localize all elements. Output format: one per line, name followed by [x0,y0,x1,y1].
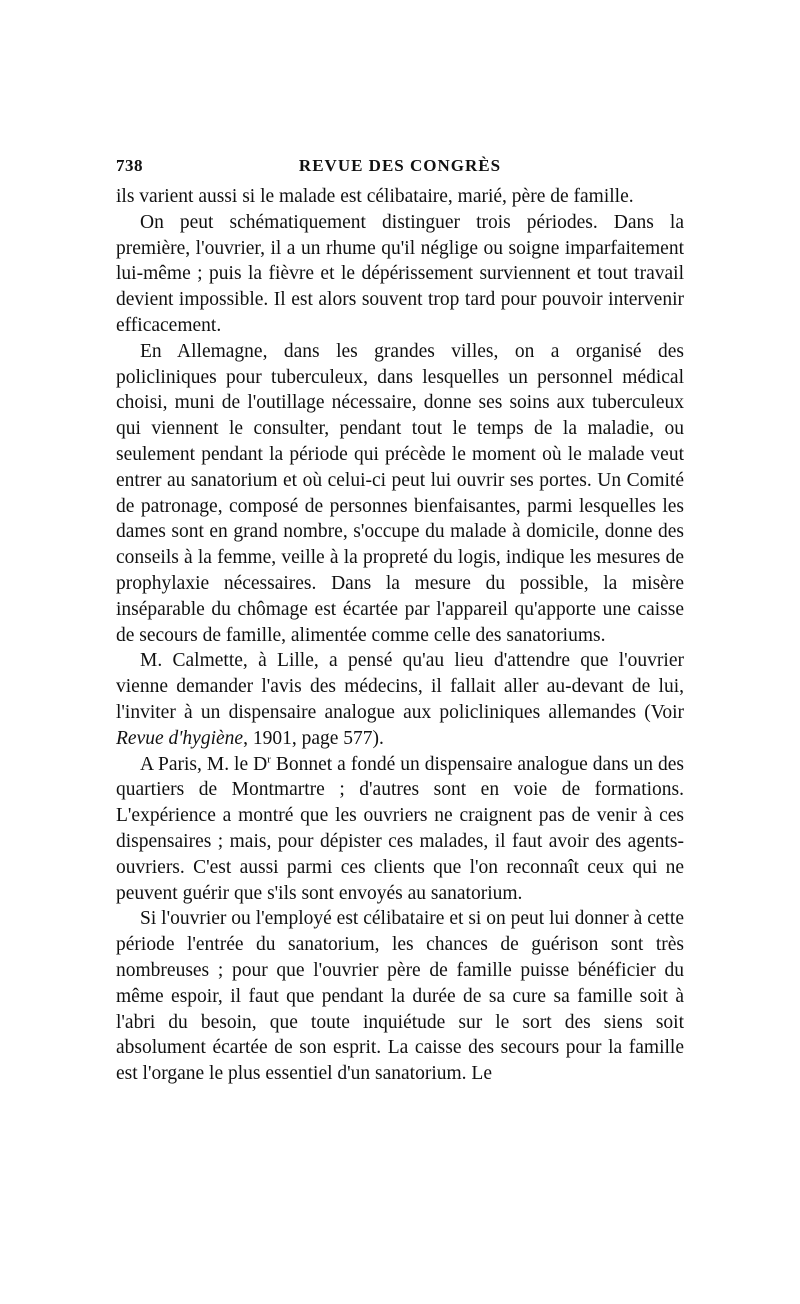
paragraph-2: On peut schématiquement distinguer trois périodes. Dans la première, l'ouvrier, il a un rhume qu'il néglige ou soigne imparfaitement lui-même ; puis la fièvre et le dépérissement surviennent et tout travail devient impossible. Il est alors souvent trop tard pour pouvoir intervenir efficacement. [116,211,684,336]
paragraph-5 [116,752,684,907]
body-text [116,184,684,1087]
paragraph-5-text-after: Bonnet a fondé un dispensaire analogue dans un des quartiers de Montmartre ; d'autres sont en voie de formations. L'expérience a montré que les ouvriers ne craignent pas de venir à ces dispensaires ; mais, pour dépister ces malades, il faut avoir des agents-ouvriers. C'est aussi parmi ces clients que l'on reconnaît ceux qui ne peuvent guérir que s'ils sont envoyés au sanatorium. [116,753,684,904]
running-title: REVUE DES CONGRÈS [298,156,502,175]
paragraph-4-text-after: , 1901, page 577). [243,727,384,749]
paragraph-4 [116,648,684,751]
paragraph-5-text-before: A Paris, M. le D [140,753,268,775]
page-number: 738 [116,156,143,175]
doctor-abbrev-superscript: r [267,753,271,766]
paragraph-4-text-before: M. Calmette, à Lille, a pensé qu'au lieu d'attendre que l'ouvrier vienne demander l'avis des médecins, il fallait aller au-devant de lui, l'inviter à un dispensaire analogue aux policliniques allemandes (Voir [116,650,684,723]
journal-title: Revue d'hygiène [116,727,244,749]
paragraph-3: En Allemagne, dans les grandes villes, on a organisé des policliniques pour tuberculeux, dans lesquelles un personnel médical choisi, muni de l'outillage nécessaire, donne ses soins aux tuberculeux qui viennent le consulter, pendant tout le temps de la maladie, ou seulement pendant la période qui précède le moment où le malade veut entrer au sanatorium et où celui-ci peut lui ouvrir ses portes. Un Comité de patronage, composé de personnes bienfaisantes, parmi lesquelles les dames sont en grand nombre, s'occupe du malade à domicile, donne des conseils à la femme, veille à la propreté du logis, indique les mesures de prophylaxie nécessaires. Dans la mesure du possible, la misère inséparable du chômage est écartée par l'appareil qu'apporte une caisse de secours de famille, alimentée comme celle des sanatoriums. [116,340,684,646]
paragraph-1: ils varient aussi si le malade est célibataire, marié, père de famille. [116,186,634,207]
page-header [116,154,684,184]
book-page [116,154,684,1087]
paragraph-6: Si l'ouvrier ou l'employé est célibataire et si on peut lui donner à cette période l'entrée du sanatorium, les chances de guérison sont très nombreuses ; pour que l'ouvrier père de famille puisse bénéficier du même espoir, il faut que pendant la durée de sa cure sa famille soit à l'abri du besoin, que toute inquiétude sur le sort des siens soit absolument écartée de son esprit. La caisse des secours pour la famille est l'organe le plus essentiel d'un sanatorium. Le [116,908,684,1085]
